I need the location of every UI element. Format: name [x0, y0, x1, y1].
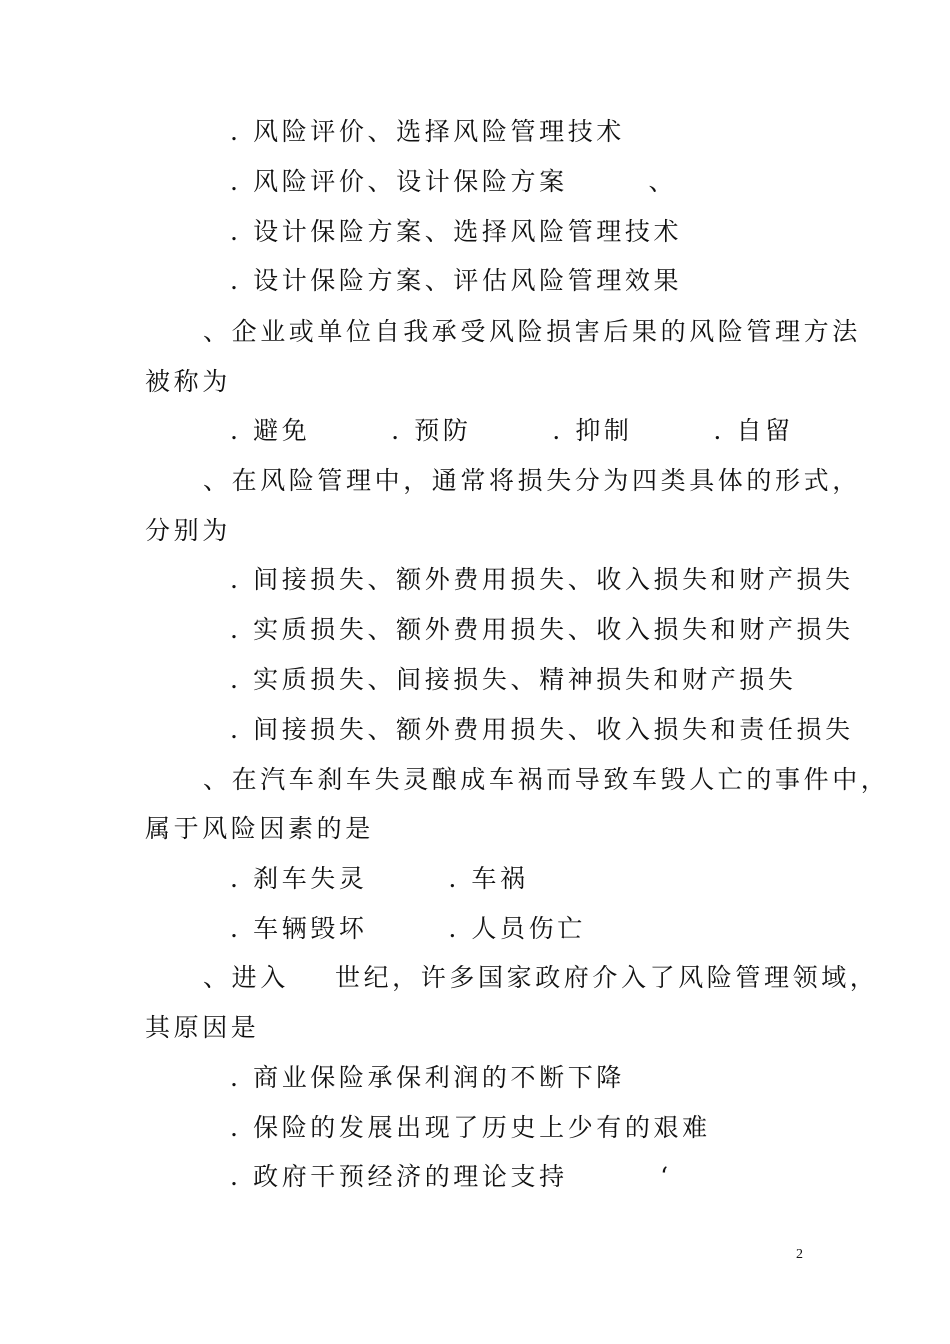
option-line: . 商业保险承保利润的不断下降 — [230, 1063, 625, 1092]
option-line: . 实质损失、额外费用损失、收入损失和财产损失 — [230, 615, 854, 644]
option-line: . 设计保险方案、评估风险管理效果 — [230, 266, 683, 295]
option-line: . 实质损失、间接损失、精神损失和财产损失 — [230, 665, 797, 694]
question-stem: 、在汽车刹车失灵酿成车祸而导致车毁人亡的事件中， — [203, 765, 890, 794]
option-line: . 间接损失、额外费用损失、收入损失和财产损失 — [230, 565, 854, 594]
option-line: . 避免 . 预防 . 抑制 . 自留 — [230, 416, 794, 445]
page-number: 2 — [796, 1247, 803, 1262]
option-line: . 刹车失灵 . 车祸 — [230, 864, 529, 893]
question-stem: 、在风险管理中，通常将损失分为四类具体的形式， — [203, 466, 861, 495]
option-line: . 间接损失、额外费用损失、收入损失和责任损失 — [230, 715, 854, 744]
question-stem-continued: 被称为 — [145, 367, 231, 396]
question-stem: 、进入 世纪，许多国家政府介入了风险管理领域， — [203, 963, 879, 992]
question-stem-continued: 属于风险因素的是 — [145, 814, 374, 843]
option-line: . 保险的发展出现了历史上少有的艰难 — [230, 1113, 711, 1142]
option-line: . 风险评价、设计保险方案 、 — [230, 167, 678, 196]
option-line: . 政府干预经济的理论支持 ‘ — [230, 1162, 672, 1191]
option-line: . 车辆毁坏 . 人员伤亡 — [230, 914, 586, 943]
option-line: . 设计保险方案、选择风险管理技术 — [230, 217, 683, 246]
question-stem-continued: 其原因是 — [145, 1013, 260, 1042]
option-line: . 风险评价、选择风险管理技术 — [230, 117, 625, 146]
question-stem: 、企业或单位自我承受风险损害后果的风险管理方法 — [203, 317, 861, 346]
question-stem-continued: 分别为 — [145, 516, 231, 545]
